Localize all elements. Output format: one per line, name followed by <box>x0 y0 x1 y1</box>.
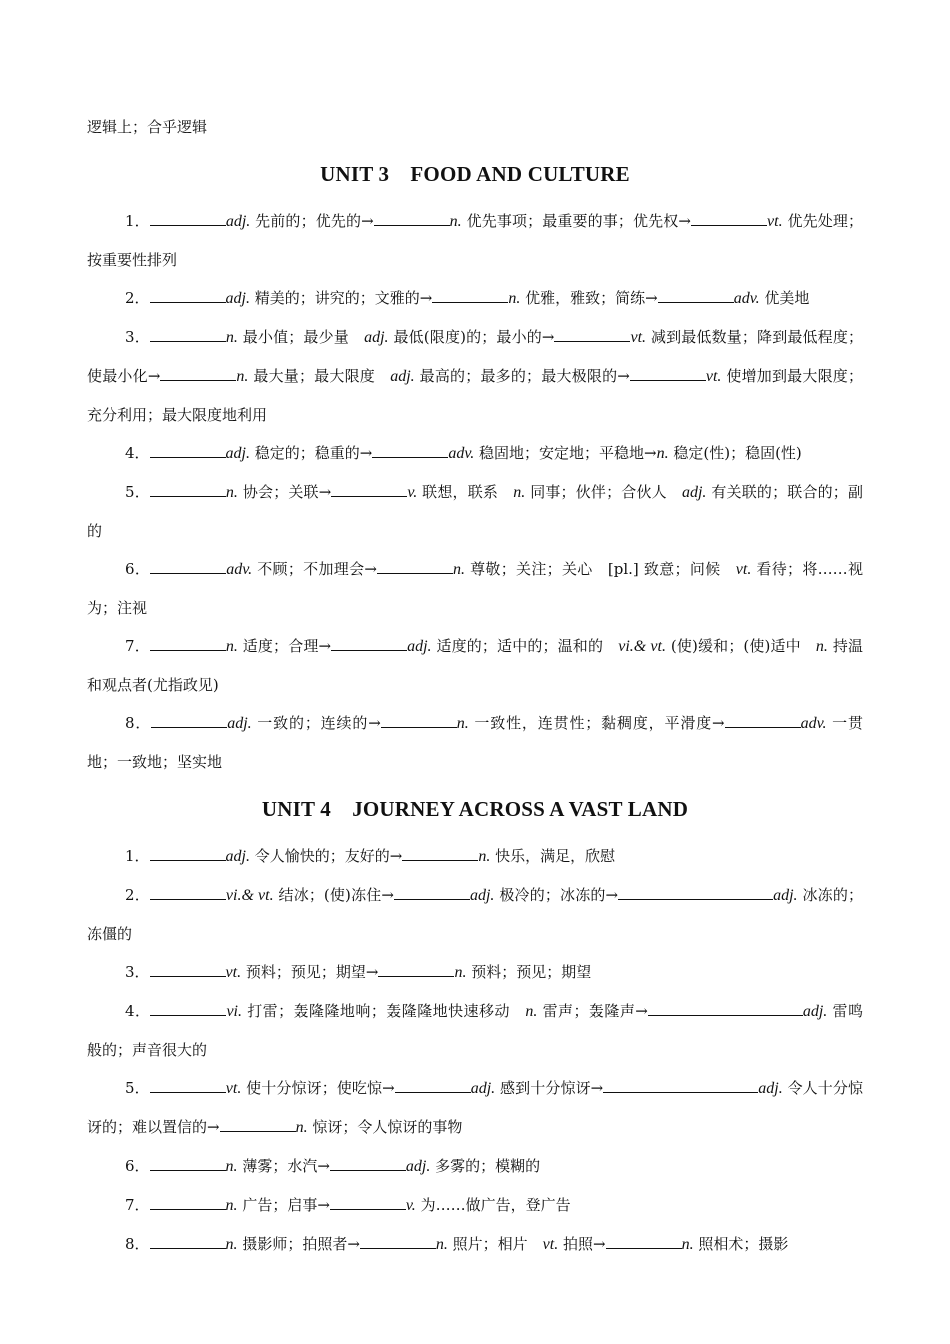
part-of-speech: n. <box>452 561 465 578</box>
definition-text: 为……做广告，登广告 <box>415 1196 571 1214</box>
part-of-speech: adj. <box>405 1158 431 1175</box>
part-of-speech: adj. <box>225 213 251 230</box>
fill-in-blank[interactable] <box>374 211 450 226</box>
item-number: 8． <box>125 714 152 732</box>
definition-text: 减到最低数量；降到最低程度；使最小化→ <box>87 328 863 385</box>
unit-heading: UNIT 3 FOOD AND CULTURE <box>320 162 630 186</box>
part-of-speech: adv. <box>448 445 475 462</box>
fill-in-blank[interactable] <box>160 366 236 381</box>
item-number: 3． <box>125 963 150 981</box>
part-of-speech: v. <box>407 484 418 501</box>
definition-text: 使增加到最大限度；充分利用；最大限度地利用 <box>87 367 863 424</box>
definition-text: 最高的；最多的；最大极限的→ <box>414 367 630 385</box>
fill-in-blank[interactable] <box>402 846 478 861</box>
vocab-item <box>87 279 863 318</box>
part-of-speech: n. <box>435 1236 448 1253</box>
definition-text: 稳定的；稳重的→ <box>250 444 373 462</box>
fill-in-blank[interactable] <box>150 1156 226 1171</box>
definition-text: 拍照→ <box>558 1235 606 1253</box>
definition-text: 令人愉快的；友好的→ <box>250 847 403 865</box>
item-number: 2． <box>125 886 150 904</box>
part-of-speech: n. <box>525 1003 538 1020</box>
vocab-item <box>87 704 863 781</box>
definition-text: 照相术；摄影 <box>693 1235 789 1253</box>
part-of-speech: vt. <box>767 213 783 230</box>
item-number: 8． <box>125 1235 150 1253</box>
fill-in-blank[interactable] <box>554 327 630 342</box>
fill-in-blank[interactable] <box>150 1001 226 1016</box>
fill-in-blank[interactable] <box>377 559 453 574</box>
fill-in-blank[interactable] <box>331 636 407 651</box>
fill-in-blank[interactable] <box>330 1195 406 1210</box>
part-of-speech: vi. <box>226 1003 242 1020</box>
part-of-speech: vt. <box>225 964 242 981</box>
fill-in-blank[interactable] <box>378 962 454 977</box>
fill-in-blank[interactable] <box>150 1078 226 1093</box>
fill-in-blank[interactable] <box>150 443 226 458</box>
item-number: 6． <box>125 1157 150 1175</box>
part-of-speech: n. <box>225 1197 238 1214</box>
vocab-item <box>87 627 863 704</box>
fill-in-blank[interactable] <box>381 713 457 728</box>
part-of-speech: n. <box>681 1236 694 1253</box>
fill-in-blank[interactable] <box>220 1117 296 1132</box>
part-of-speech: vi.& vt. <box>618 638 666 655</box>
part-of-speech: n. <box>815 638 828 655</box>
definition-text: 先前的；优先的→ <box>250 212 374 230</box>
vocab-item <box>87 1186 863 1225</box>
vocab-item <box>87 953 863 992</box>
definition-text: (使)缓和；(使)适中 <box>665 637 816 655</box>
item-number: 1． <box>125 847 150 865</box>
definition-text: 看待；将……视为；注视 <box>87 560 863 617</box>
definition-text: 极冷的；冰冻的→ <box>494 886 619 904</box>
part-of-speech: n. <box>449 213 462 230</box>
definition-text: 最低(限度)的；最小的→ <box>388 328 555 346</box>
part-of-speech: vt. <box>735 561 752 578</box>
part-of-speech: n. <box>225 1158 238 1175</box>
definition-text: 薄雾；水汽→ <box>237 1157 330 1175</box>
part-of-speech: adj. <box>225 445 250 462</box>
definition-text: 一贯地；一致地；坚实地 <box>87 714 864 771</box>
part-of-speech: n. <box>508 290 521 307</box>
definition-text: 结冰；(使)冻住→ <box>273 886 394 904</box>
vocab-item <box>87 473 863 550</box>
definition-text: 优先事项；最重要的事；优先权→ <box>461 212 692 230</box>
item-number: 1． <box>125 212 150 230</box>
part-of-speech: n. <box>454 964 467 981</box>
definition-text: 冰冻的；冻僵的 <box>87 886 863 943</box>
definition-text: 同事；伙伴；合伙人 <box>525 483 682 501</box>
fill-in-blank[interactable] <box>150 846 226 861</box>
vocab-item <box>87 992 863 1069</box>
vocab-item <box>87 550 863 627</box>
definition-text: 快乐，满足，欣慰 <box>490 847 616 865</box>
definition-text: 照片；相片 <box>447 1235 543 1253</box>
definition-text: 稳固地；安定地；平稳地→ <box>474 444 657 462</box>
vocab-item <box>87 1069 863 1147</box>
part-of-speech: adj. <box>227 715 252 732</box>
item-number: 2． <box>125 289 150 307</box>
item-number: 7． <box>125 637 150 655</box>
part-of-speech: n. <box>295 1119 308 1136</box>
fill-in-blank[interactable] <box>331 482 407 497</box>
fill-in-blank[interactable] <box>618 885 773 900</box>
fill-in-blank[interactable] <box>150 1195 226 1210</box>
part-of-speech: vt. <box>225 1080 242 1097</box>
fill-in-blank[interactable] <box>372 443 448 458</box>
unit-heading: UNIT 4 JOURNEY ACROSS A VAST LAND <box>261 797 689 821</box>
definition-text: 预料；预见；期望 <box>466 963 592 981</box>
definition-text: 协会；关联→ <box>237 483 332 501</box>
item-number: 3． <box>125 328 150 346</box>
part-of-speech: n. <box>656 445 669 462</box>
fill-in-blank[interactable] <box>395 1078 471 1093</box>
definition-text: 广告；启事→ <box>237 1196 330 1214</box>
definition-text: 适度；合理→ <box>237 637 332 655</box>
definition-text: 多雾的；模糊的 <box>430 1157 541 1175</box>
fill-in-blank[interactable] <box>658 288 734 303</box>
part-of-speech: adj. <box>758 1080 783 1097</box>
definition-text: 有关联的；联合的；副的 <box>87 483 863 540</box>
part-of-speech: n. <box>236 368 249 385</box>
fill-in-blank[interactable] <box>648 1001 803 1016</box>
units-container <box>87 146 863 1264</box>
definition-text: 雷鸣般的；声音很大的 <box>87 1002 863 1059</box>
part-of-speech: vt. <box>542 1236 559 1253</box>
part-of-speech: adj. <box>225 290 250 307</box>
vocab-item <box>87 202 863 279</box>
definition-text: 预料；预见；期望→ <box>241 963 379 981</box>
vocab-item <box>87 434 863 473</box>
definition-text: 精美的；讲究的；文雅的→ <box>250 289 433 307</box>
definition-text: 稳定(性)；稳固(性) <box>668 444 802 462</box>
fill-in-blank[interactable] <box>150 636 226 651</box>
item-number: 6． <box>125 560 151 578</box>
fill-in-blank[interactable] <box>330 1156 406 1171</box>
definition-text: 最小值；最少量 <box>237 328 365 346</box>
part-of-speech: vt. <box>705 368 722 385</box>
part-of-speech: n. <box>225 329 238 346</box>
fill-in-blank[interactable] <box>394 885 470 900</box>
part-of-speech: adj. <box>773 887 798 904</box>
part-of-speech: n. <box>225 1236 238 1253</box>
definition-text: 持温和观点者(尤指政见) <box>87 637 863 694</box>
part-of-speech: adj. <box>469 887 495 904</box>
fill-in-blank[interactable] <box>150 482 226 497</box>
item-number: 5． <box>125 483 150 501</box>
part-of-speech: adv. <box>226 561 253 578</box>
fill-in-blank[interactable] <box>150 327 226 342</box>
part-of-speech: v. <box>405 1197 416 1214</box>
vocab-item <box>87 1147 863 1186</box>
definition-text: 优美地 <box>759 289 810 307</box>
fill-in-blank[interactable] <box>151 713 227 728</box>
fill-in-blank[interactable] <box>150 962 226 977</box>
fill-in-blank[interactable] <box>603 1078 758 1093</box>
part-of-speech: adj. <box>681 484 707 501</box>
definition-text: 尊敬；关注；关心 [pl.] 致意；问候 <box>464 560 736 578</box>
fill-in-blank[interactable] <box>630 366 706 381</box>
fill-in-blank[interactable] <box>606 1234 682 1249</box>
part-of-speech: n. <box>225 484 238 501</box>
definition-text: 优先处理；按重要性排列 <box>87 212 863 269</box>
fill-in-blank[interactable] <box>150 559 226 574</box>
part-of-speech: adj. <box>470 1080 496 1097</box>
fill-in-blank[interactable] <box>725 713 801 728</box>
part-of-speech: n. <box>513 484 526 501</box>
part-of-speech: n. <box>225 638 238 655</box>
vocab-item <box>87 318 863 434</box>
definition-text: 一致的；连续的→ <box>251 714 381 732</box>
item-number: 7． <box>125 1196 150 1214</box>
definition-text: 令人十分惊讶的；难以置信的→ <box>87 1079 863 1136</box>
definition-text: 优雅，雅致；简练→ <box>520 289 658 307</box>
item-number: 5． <box>125 1079 150 1097</box>
part-of-speech: adj. <box>225 848 250 865</box>
definition-text: 惊讶；令人惊讶的事物 <box>307 1118 463 1136</box>
definition-text: 感到十分惊讶→ <box>495 1079 604 1097</box>
vocab-item <box>87 837 863 876</box>
fill-in-blank[interactable] <box>360 1234 436 1249</box>
part-of-speech: adv. <box>733 290 760 307</box>
definition-text: 联想，联系 <box>417 483 514 501</box>
fill-in-blank[interactable] <box>150 1234 226 1249</box>
part-of-speech: adj. <box>364 329 389 346</box>
vocab-item <box>87 1225 863 1264</box>
definition-text: 打雷；轰隆隆地响；轰隆隆地快速移动 <box>242 1002 526 1020</box>
definition-text: 一致性，连贯性；黏稠度，平滑度→ <box>468 714 725 732</box>
document-page <box>87 108 863 1264</box>
fill-in-blank[interactable] <box>150 885 226 900</box>
definition-text: 摄影师；拍照者→ <box>237 1235 360 1253</box>
item-number: 4． <box>125 1002 151 1020</box>
intro-text: 逻辑上；合乎逻辑 <box>87 118 208 136</box>
part-of-speech: vi.& vt. <box>225 887 274 904</box>
fill-in-blank[interactable] <box>691 211 767 226</box>
part-of-speech: adj. <box>390 368 415 385</box>
part-of-speech: n. <box>456 715 469 732</box>
part-of-speech: adj. <box>802 1003 828 1020</box>
part-of-speech: vt. <box>630 329 647 346</box>
fill-in-blank[interactable] <box>432 288 508 303</box>
fill-in-blank[interactable] <box>150 288 226 303</box>
definition-text: 雷声；轰隆声→ <box>537 1002 648 1020</box>
definition-text: 不顾；不加理会→ <box>252 560 377 578</box>
definition-text: 最大量；最大限度 <box>248 367 391 385</box>
fill-in-blank[interactable] <box>150 211 226 226</box>
vocab-item <box>87 876 863 953</box>
part-of-speech: adj. <box>407 638 432 655</box>
item-number: 4． <box>125 444 150 462</box>
part-of-speech: n. <box>478 848 491 865</box>
definition-text: 使十分惊讶；使吃惊→ <box>241 1079 395 1097</box>
definition-text: 适度的；适中的；温和的 <box>431 637 619 655</box>
part-of-speech: adv. <box>800 715 827 732</box>
